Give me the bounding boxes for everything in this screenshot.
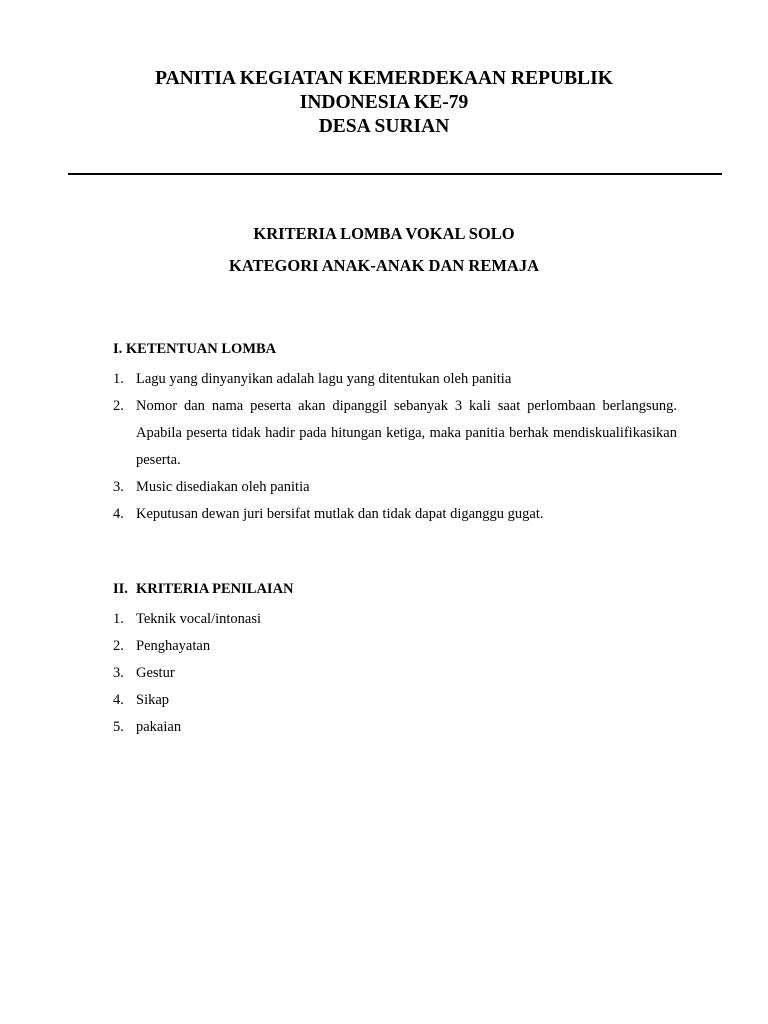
list-item <box>113 660 677 687</box>
letterhead-divider <box>68 173 722 175</box>
list-item-text: Keputusan dewan juri bersifat mutlak dan tidak dapat diganggu gugat. <box>136 506 544 522</box>
list-item <box>113 606 677 633</box>
section-kriteria-penilaian <box>113 579 677 741</box>
section-heading: I. KETENTUAN LOMBA <box>113 341 277 357</box>
list-item-text: Gestur <box>136 665 175 681</box>
list-item <box>113 501 677 528</box>
list-marker: 1. <box>113 611 124 627</box>
letterhead <box>0 67 768 139</box>
section-heading-number: II. <box>113 581 128 597</box>
section-ketentuan-lomba <box>113 339 677 528</box>
document-title: KRITERIA LOMBA VOKAL SOLO <box>253 224 515 243</box>
letterhead-line-1: PANITIA KEGIATAN KEMERDEKAAN REPUBLIK <box>155 68 613 89</box>
list-item-text: Teknik vocal/intonasi <box>136 611 262 627</box>
list-marker: 3. <box>113 665 124 681</box>
list-marker: 4. <box>113 506 124 522</box>
list-marker: 2. <box>113 398 124 414</box>
list-item <box>113 366 677 393</box>
list-item <box>113 393 677 474</box>
section-heading <box>113 579 677 599</box>
letterhead-line-2: INDONESIA KE-79 <box>299 92 469 113</box>
list-marker: 5. <box>113 719 124 735</box>
list-item-text: Nomor dan nama peserta akan dipanggil sebanyak 3 kali saat perlombaan berlangsung. Apabila peserta tidak hadir pada hitungan ketiga, maka panitia berhak mendiskualifikasikan peserta. <box>136 398 677 468</box>
document-subtitle: KATEGORI ANAK-ANAK DAN REMAJA <box>229 256 539 275</box>
section-heading-text: KRITERIA PENILAIAN <box>136 581 294 597</box>
letterhead-line-3: DESA SURIAN <box>318 116 450 137</box>
list-item <box>113 714 677 741</box>
list-item-text: Lagu yang dinyanyikan adalah lagu yang ditentukan oleh panitia <box>136 371 512 387</box>
list-item-text: Sikap <box>136 692 170 708</box>
list-item <box>113 474 677 501</box>
list-item <box>113 633 677 660</box>
list-item-text: pakaian <box>136 719 182 735</box>
list-marker: 3. <box>113 479 124 495</box>
list-item-text: Penghayatan <box>136 638 211 654</box>
list-marker: 4. <box>113 692 124 708</box>
list-marker: 2. <box>113 638 124 654</box>
list-item <box>113 687 677 714</box>
list-item-text: Music disediakan oleh panitia <box>136 479 310 495</box>
list-marker: 1. <box>113 371 124 387</box>
